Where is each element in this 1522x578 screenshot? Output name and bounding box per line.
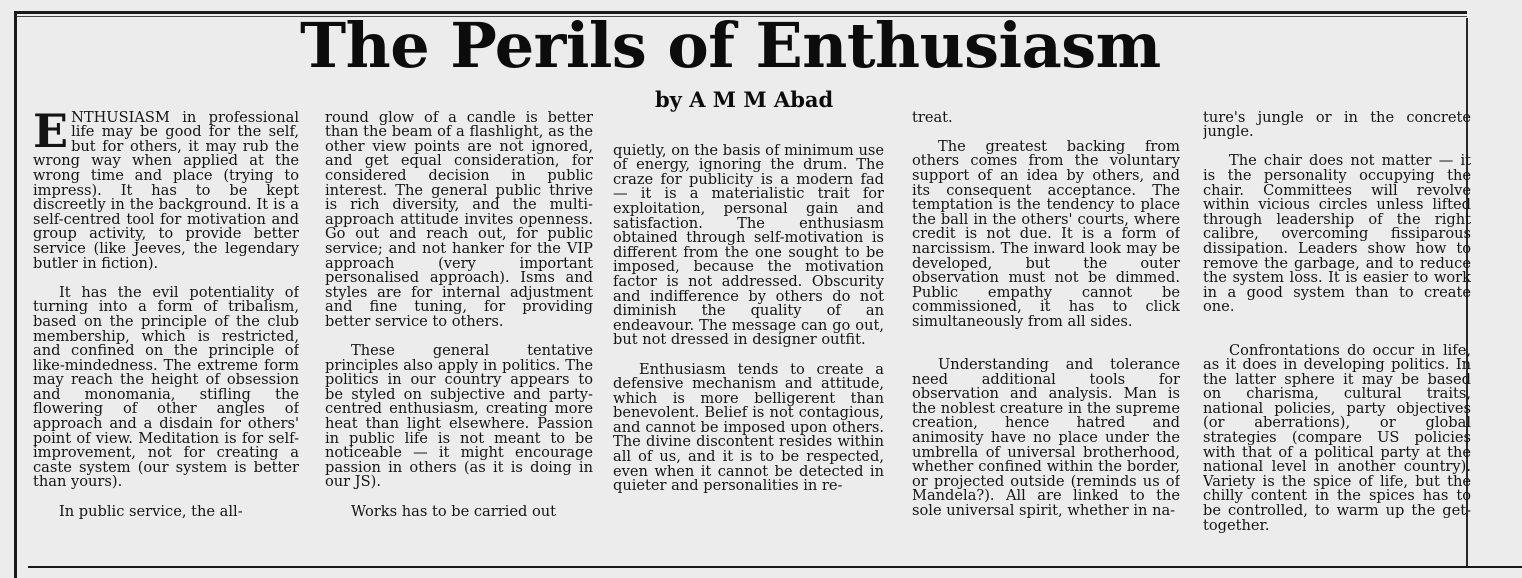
paragraph: Understanding and tolerance need additional tools for observation and analysis. Man is the noblest creature in the supreme creation, hence hatred and animosity have no place under the umbrella of universal brotherhood, whether confined within the border, or projected outside (reminds us of Mandela?). All are linked to the sole universal spirit, whether in na-	[912, 356, 1180, 520]
paragraph: The greatest backing from others comes from the voluntary support of an idea by others, and its consequent acceptance. The temptation is the tendency to place the ball in the others' courts, where credit is not due. It is a form of narcissism. The inward look may be developed, but the outer observation must not be dimmed. Public empathy cannot be commissioned, it has to click simultaneously from all sides.	[912, 137, 1180, 330]
bottom-border-rule	[28, 566, 1522, 568]
column-2	[325, 96, 593, 566]
column-5	[1203, 96, 1471, 566]
column-1	[33, 96, 299, 566]
paragraph: quietly, on the basis of minimum use of energy, ignoring the drum. The craze for publicity is a modern fad — it is a materialistic trait for exploitation, personal gain and satisfaction. The enthusiasm obtained through self-motivation is different from the one sought to be imposed, because the motivation factor is not addressed. Obscurity and indifference by others do not diminish the quality of an endeavour. The message can go out, but not dressed in designer outfit.	[613, 141, 884, 349]
left-border-rule	[14, 11, 17, 578]
paragraph: The chair does not matter — it is the personality occupying the chair. Committees will revolve within vicious circles unless lifted through leadership of the right calibre, overcoming fissiparous dissipation. Leaders show how to remove the garbage, and to reduce the system loss. It is easier to work in a good system than to create one.	[1203, 152, 1471, 316]
paragraph: treat.	[912, 108, 953, 126]
paragraph	[33, 103, 299, 272]
paragraph: These general tentative principles also apply in politics. The politics in our country appears to be styled on subjective and party-centred enthusiasm, creating more heat than light elsewhere. Passion in public life is not meant to be noticeable — it might encourage passion in others (as it is doing in our JS).	[325, 342, 593, 491]
paragraph: It has the evil potentiality of turning into a form of tribalism, based on the principle of the club membership, which is restricted, and confined on the principle of like-mindedness. The extreme form may reach the height of obsession and monomania, stifling the flowering of other angles of approach and a disdain for others' point of view. Meditation is for self-improvement, not for creating a caste system (our system is better than yours).	[33, 283, 299, 491]
column-3	[613, 129, 884, 566]
paragraph: Enthusiasm tends to create a defensive mechanism and attitude, which is more belligerent than benevolent. Belief is not contagious, and cannot be imposed upon others. The divine discontent resides within all of us, and it is to be respected, even when it cannot be detected in quieter and personalities in re-	[613, 360, 884, 495]
paragraph: ture's jungle or in the concrete jungle.	[1203, 108, 1471, 141]
paragraph: In public service, the all-	[59, 502, 243, 520]
paragraph: round glow of a candle is better than the beam of a flashlight, as the other view points are not ignored, and get equal consideration, for considered decision in public interest. The general public thrive is rich diversity, and the multi-approach attitude invites openness. Go out and reach out, for public service; and not hanker for the VIP approach (very important personalised approach). Isms and styles are for internal adjustment and fine tuning, for providing better service to others.	[325, 108, 593, 330]
headline: The Perils of Enthusiasm	[300, 9, 1161, 82]
column-4	[912, 96, 1180, 566]
paragraph-text: NTHUSIASM in professional life may be good for the self, but for others, it may rub the wrong way when applied at the wrong time and place (trying to impress). It has to be kept discreetly in the background. It is a self-centred tool for motivation and group activity, to provide better service (like Jeeves, the legendary butler in fiction).	[33, 108, 299, 272]
drop-cap: E	[33, 103, 69, 158]
paragraph: Confrontations do occur in life, as it does in developing politics. In the latter sphere it may be based on charisma, cultural traits, national policies, party objectives (or aberrations), or global strategies (compare US policies with that of a political party at the national level in another country). Variety is the spice of life, but the chilly content in the spices has to be controlled, to warm up the get-together.	[1203, 341, 1471, 534]
paragraph: Works has to be carried out	[351, 502, 557, 520]
byline: by A M M Abad	[655, 87, 834, 112]
